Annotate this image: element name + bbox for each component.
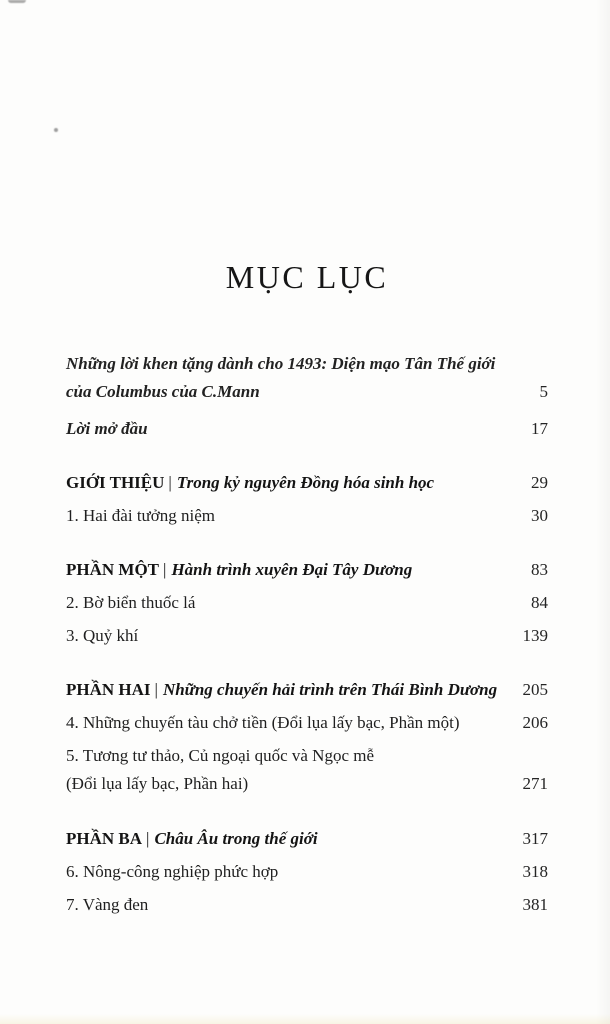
toc-entry-chapter-3 [66, 622, 548, 649]
toc-entry-line2: của Columbus của C.Mann [66, 382, 260, 401]
toc-section-title: Châu Âu trong thế giới [154, 829, 318, 848]
toc-section-separator: | [146, 829, 150, 848]
toc-entry-text [66, 742, 523, 798]
scan-edge-shadow [596, 0, 610, 1024]
toc-section-title: Hành trình xuyên Đại Tây Dương [171, 560, 413, 579]
toc-entry-line2: (Đổi lụa lấy bạc, Phần hai) [66, 774, 249, 793]
toc-section-title: Trong kỷ nguyên Đồng hóa sinh học [176, 473, 435, 492]
toc-section-phan-hai [66, 676, 548, 703]
toc-section-prefix: PHẦN MỘT [66, 560, 160, 579]
toc-section-prefix: PHẦN BA [66, 829, 143, 848]
toc-entry-text: 7. Vàng đen [66, 895, 149, 914]
toc-entry-text: 4. Những chuyến tàu chở tiền (Đổi lụa lấy bạc, Phần một) [66, 713, 460, 732]
toc-page-number: 17 [531, 419, 548, 438]
toc-entry-chapter-7 [66, 891, 548, 918]
toc-entry-line1: 5. Tương tư thảo, Củ ngoại quốc và Ngọc mễ [66, 746, 375, 765]
toc-page-number: 30 [531, 506, 548, 525]
toc-page-number: 5 [539, 382, 548, 401]
toc-page-number: 206 [522, 713, 548, 732]
toc-entry-text: Lời mở đầu [66, 419, 148, 438]
toc-page-number: 205 [522, 680, 548, 699]
toc-entry-chapter-4 [66, 709, 548, 736]
scan-smudge [8, 0, 26, 3]
toc-section-text [66, 556, 531, 583]
toc-entry-text: 2. Bờ biển thuốc lá [66, 593, 196, 612]
toc-page-number: 83 [531, 560, 548, 579]
toc-page-number: 139 [522, 626, 548, 645]
toc-section-separator: | [154, 680, 158, 699]
toc-page-number: 84 [531, 593, 548, 612]
toc-section-text [66, 676, 523, 703]
toc-section-gioi-thieu [66, 469, 548, 496]
toc-section-phan-ba [66, 825, 548, 852]
toc-entry-chapter-6 [66, 858, 548, 885]
toc-page-number: 317 [522, 829, 548, 848]
toc-entry-text: 3. Quỷ khí [66, 626, 139, 645]
toc-entry-text [66, 350, 540, 406]
toc-entry-chapter-1 [66, 502, 548, 529]
toc-section-phan-mot [66, 556, 548, 583]
toc-page-number: 318 [522, 862, 548, 881]
toc-section-separator: | [163, 560, 167, 579]
toc-entry-loi-mo-dau [66, 415, 548, 442]
toc-entry-chapter-2 [66, 589, 548, 616]
toc-section-separator: | [168, 473, 172, 492]
scan-speck [54, 128, 58, 132]
page-title: MỤC LỤC [225, 259, 389, 295]
toc-entry-text: 6. Nông-công nghiệp phức hợp [66, 862, 279, 881]
scan-bottom-tint [0, 1014, 610, 1024]
toc-section-text [66, 469, 531, 496]
toc-entry-line1: Những lời khen tặng dành cho 1493: Diện mạo Tân Thế giới [66, 354, 496, 373]
toc-entry-text: 1. Hai đài tưởng niệm [66, 506, 215, 525]
toc-section-text [66, 825, 523, 852]
toc-section-prefix: GIỚI THIỆU [66, 473, 165, 492]
toc-page-number: 29 [531, 473, 548, 492]
toc-section-prefix: PHẦN HAI [66, 680, 151, 699]
toc-entry-chapter-5 [66, 742, 548, 798]
toc-section-title: Những chuyến hải trình trên Thái Bình Dương [162, 680, 498, 699]
toc-entry-preface-1493 [66, 350, 548, 406]
toc-content [66, 0, 548, 924]
toc-page-number: 271 [522, 774, 548, 793]
toc-page-number: 381 [522, 895, 548, 914]
